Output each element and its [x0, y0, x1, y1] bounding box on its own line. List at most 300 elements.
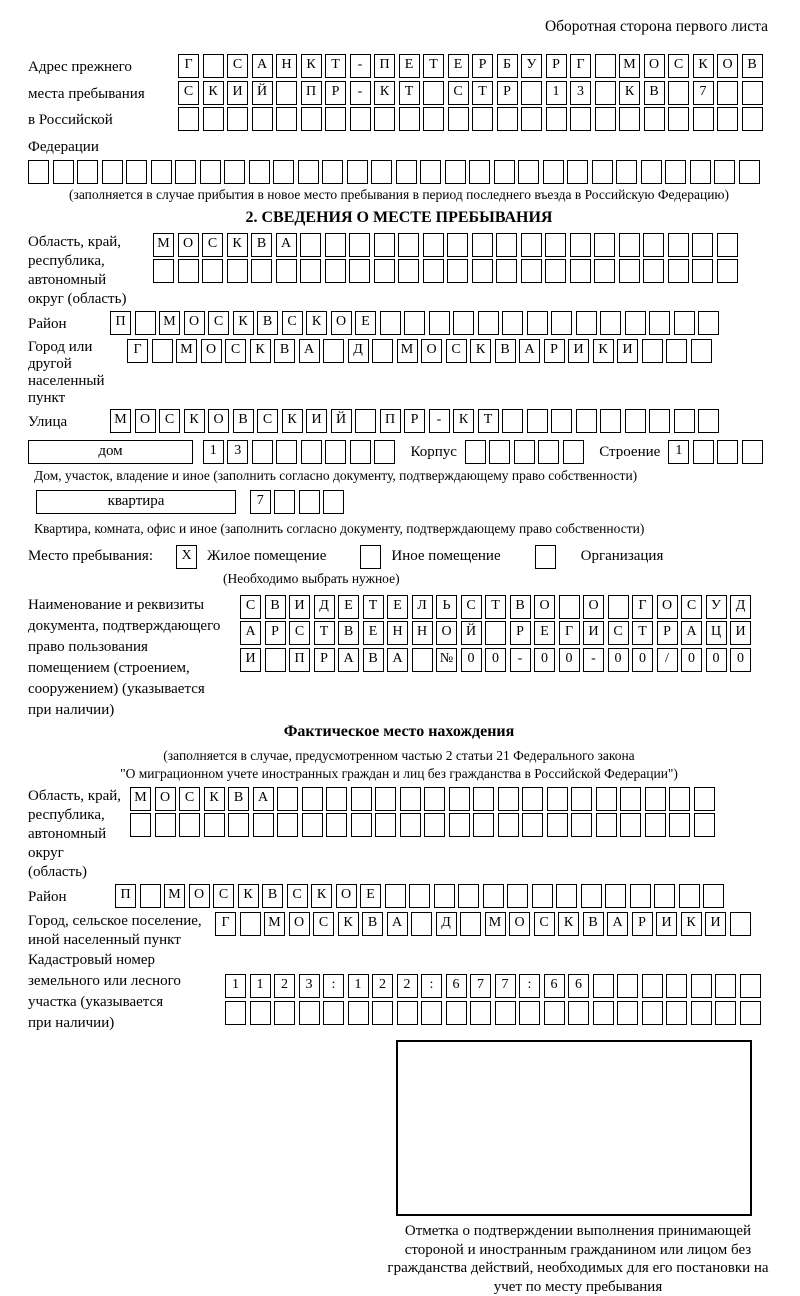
- form-cell[interactable]: 3: [227, 440, 248, 464]
- form-cell[interactable]: -: [350, 81, 371, 105]
- form-cell[interactable]: [351, 787, 372, 811]
- form-cell[interactable]: Р: [544, 339, 565, 363]
- form-cell[interactable]: [380, 311, 401, 335]
- form-cell[interactable]: Т: [363, 595, 384, 619]
- form-cell[interactable]: [203, 54, 224, 78]
- form-cell[interactable]: О: [178, 233, 199, 257]
- form-cell[interactable]: [649, 311, 670, 335]
- form-cell[interactable]: М: [619, 54, 640, 78]
- form-cell[interactable]: [349, 233, 370, 257]
- form-cell[interactable]: [617, 1001, 638, 1025]
- form-cell[interactable]: К: [338, 912, 359, 936]
- form-cell[interactable]: К: [558, 912, 579, 936]
- form-cell[interactable]: [625, 409, 646, 433]
- form-cell[interactable]: П: [115, 884, 136, 908]
- form-cell[interactable]: [642, 1001, 663, 1025]
- form-cell[interactable]: С: [208, 311, 229, 335]
- form-cell[interactable]: Т: [478, 409, 499, 433]
- form-cell[interactable]: Г: [570, 54, 591, 78]
- form-cell[interactable]: [276, 107, 297, 131]
- form-cell[interactable]: [595, 54, 616, 78]
- form-cell[interactable]: [465, 440, 486, 464]
- form-cell[interactable]: [693, 440, 714, 464]
- form-cell[interactable]: [703, 884, 724, 908]
- form-cell[interactable]: В: [274, 339, 295, 363]
- form-cell[interactable]: [698, 311, 719, 335]
- form-cell[interactable]: Д: [348, 339, 369, 363]
- form-cell[interactable]: Г: [215, 912, 236, 936]
- form-cell[interactable]: [299, 490, 320, 514]
- form-cell[interactable]: Р: [325, 81, 346, 105]
- form-cell[interactable]: [694, 813, 715, 837]
- form-cell[interactable]: [325, 259, 346, 283]
- form-cell[interactable]: [445, 160, 466, 184]
- form-cell[interactable]: [497, 107, 518, 131]
- form-cell[interactable]: -: [583, 648, 604, 672]
- form-cell[interactable]: С: [534, 912, 555, 936]
- form-cell[interactable]: :: [519, 974, 540, 998]
- form-cell[interactable]: :: [323, 974, 344, 998]
- form-cell[interactable]: В: [338, 621, 359, 645]
- form-cell[interactable]: К: [311, 884, 332, 908]
- form-cell[interactable]: [385, 884, 406, 908]
- form-cell[interactable]: [691, 1001, 712, 1025]
- form-cell[interactable]: В: [233, 409, 254, 433]
- form-cell[interactable]: [135, 311, 156, 335]
- form-cell[interactable]: Р: [265, 621, 286, 645]
- form-cell[interactable]: [228, 813, 249, 837]
- form-cell[interactable]: [489, 440, 510, 464]
- form-cell[interactable]: [522, 813, 543, 837]
- form-cell[interactable]: [351, 813, 372, 837]
- form-cell[interactable]: [326, 787, 347, 811]
- form-cell[interactable]: С: [213, 884, 234, 908]
- form-cell[interactable]: 7: [250, 490, 271, 514]
- form-cell[interactable]: [496, 233, 517, 257]
- form-cell[interactable]: Д: [730, 595, 751, 619]
- form-cell[interactable]: С: [446, 339, 467, 363]
- form-cell[interactable]: [593, 974, 614, 998]
- form-cell[interactable]: М: [159, 311, 180, 335]
- form-cell[interactable]: 1: [250, 974, 271, 998]
- form-cell[interactable]: И: [705, 912, 726, 936]
- form-cell[interactable]: Д: [314, 595, 335, 619]
- form-cell[interactable]: [495, 1001, 516, 1025]
- form-cell[interactable]: Т: [472, 81, 493, 105]
- form-cell[interactable]: Н: [387, 621, 408, 645]
- form-cell[interactable]: 0: [632, 648, 653, 672]
- form-cell[interactable]: И: [583, 621, 604, 645]
- form-cell[interactable]: Т: [314, 621, 335, 645]
- form-cell[interactable]: М: [264, 912, 285, 936]
- form-cell[interactable]: [668, 107, 689, 131]
- form-cell[interactable]: [698, 409, 719, 433]
- form-cell[interactable]: [470, 1001, 491, 1025]
- form-cell[interactable]: [409, 884, 430, 908]
- form-cell[interactable]: [519, 1001, 540, 1025]
- form-cell[interactable]: А: [299, 339, 320, 363]
- form-cell[interactable]: С: [179, 787, 200, 811]
- form-cell[interactable]: 0: [730, 648, 751, 672]
- form-cell[interactable]: В: [583, 912, 604, 936]
- checkbox-inoe-pomeshchenie[interactable]: [360, 545, 381, 569]
- form-cell[interactable]: 6: [568, 974, 589, 998]
- form-cell[interactable]: [643, 233, 664, 257]
- form-cell[interactable]: [449, 813, 470, 837]
- form-cell[interactable]: [200, 160, 221, 184]
- form-cell[interactable]: [485, 621, 506, 645]
- form-cell[interactable]: С: [202, 233, 223, 257]
- form-cell[interactable]: [498, 787, 519, 811]
- form-cell[interactable]: Й: [461, 621, 482, 645]
- form-cell[interactable]: И: [240, 648, 261, 672]
- form-cell[interactable]: [546, 107, 567, 131]
- form-cell[interactable]: 1: [348, 974, 369, 998]
- form-cell[interactable]: [446, 1001, 467, 1025]
- form-cell[interactable]: К: [203, 81, 224, 105]
- form-cell[interactable]: [674, 409, 695, 433]
- form-cell[interactable]: 7: [693, 81, 714, 105]
- form-cell[interactable]: [250, 1001, 271, 1025]
- form-cell[interactable]: [545, 233, 566, 257]
- form-cell[interactable]: [411, 912, 432, 936]
- form-cell[interactable]: [717, 259, 738, 283]
- form-cell[interactable]: [649, 409, 670, 433]
- form-cell[interactable]: Е: [448, 54, 469, 78]
- form-cell[interactable]: 3: [570, 81, 591, 105]
- form-cell[interactable]: Т: [399, 81, 420, 105]
- form-cell[interactable]: О: [657, 595, 678, 619]
- form-cell[interactable]: Г: [632, 595, 653, 619]
- form-cell[interactable]: [690, 160, 711, 184]
- form-cell[interactable]: В: [742, 54, 763, 78]
- form-cell[interactable]: [53, 160, 74, 184]
- form-cell[interactable]: К: [681, 912, 702, 936]
- form-cell[interactable]: [140, 884, 161, 908]
- form-cell[interactable]: Т: [485, 595, 506, 619]
- form-cell[interactable]: К: [238, 884, 259, 908]
- form-cell[interactable]: У: [521, 54, 542, 78]
- form-cell[interactable]: К: [282, 409, 303, 433]
- form-cell[interactable]: Д: [436, 912, 457, 936]
- form-cell[interactable]: Р: [546, 54, 567, 78]
- form-cell[interactable]: [423, 233, 444, 257]
- form-cell[interactable]: [594, 233, 615, 257]
- form-cell[interactable]: 1: [203, 440, 224, 464]
- form-cell[interactable]: [300, 259, 321, 283]
- form-cell[interactable]: [742, 440, 763, 464]
- form-cell[interactable]: [448, 107, 469, 131]
- form-cell[interactable]: :: [421, 974, 442, 998]
- form-cell[interactable]: А: [681, 621, 702, 645]
- form-cell[interactable]: [449, 787, 470, 811]
- form-cell[interactable]: 2: [274, 974, 295, 998]
- form-cell[interactable]: [277, 813, 298, 837]
- form-cell[interactable]: О: [509, 912, 530, 936]
- form-cell[interactable]: [322, 160, 343, 184]
- form-cell[interactable]: [204, 813, 225, 837]
- form-cell[interactable]: [715, 974, 736, 998]
- form-cell[interactable]: [478, 311, 499, 335]
- form-cell[interactable]: С: [257, 409, 278, 433]
- form-cell[interactable]: В: [363, 648, 384, 672]
- form-cell[interactable]: [669, 813, 690, 837]
- form-cell[interactable]: [274, 490, 295, 514]
- form-cell[interactable]: [252, 107, 273, 131]
- form-cell[interactable]: О: [208, 409, 229, 433]
- form-cell[interactable]: [374, 233, 395, 257]
- form-cell[interactable]: /: [657, 648, 678, 672]
- form-cell[interactable]: [527, 311, 548, 335]
- form-cell[interactable]: 2: [397, 974, 418, 998]
- form-cell[interactable]: С: [287, 884, 308, 908]
- form-cell[interactable]: [298, 160, 319, 184]
- form-cell[interactable]: [155, 813, 176, 837]
- form-cell[interactable]: [605, 884, 626, 908]
- form-cell[interactable]: [348, 1001, 369, 1025]
- form-cell[interactable]: [730, 912, 751, 936]
- form-cell[interactable]: [276, 259, 297, 283]
- form-cell[interactable]: О: [421, 339, 442, 363]
- form-cell[interactable]: [323, 490, 344, 514]
- form-cell[interactable]: [571, 787, 592, 811]
- form-cell[interactable]: 6: [544, 974, 565, 998]
- form-cell[interactable]: [350, 440, 371, 464]
- form-cell[interactable]: Й: [252, 81, 273, 105]
- form-cell[interactable]: О: [336, 884, 357, 908]
- form-cell[interactable]: [302, 813, 323, 837]
- form-cell[interactable]: [400, 787, 421, 811]
- form-cell[interactable]: [717, 81, 738, 105]
- form-cell[interactable]: [300, 233, 321, 257]
- form-cell[interactable]: [692, 233, 713, 257]
- form-cell[interactable]: Р: [497, 81, 518, 105]
- form-cell[interactable]: С: [681, 595, 702, 619]
- form-cell[interactable]: [374, 259, 395, 283]
- form-cell[interactable]: [483, 884, 504, 908]
- form-cell[interactable]: Т: [423, 54, 444, 78]
- form-cell[interactable]: Ь: [436, 595, 457, 619]
- form-cell[interactable]: [669, 787, 690, 811]
- form-cell[interactable]: А: [253, 787, 274, 811]
- form-cell[interactable]: 0: [706, 648, 727, 672]
- form-cell[interactable]: [507, 884, 528, 908]
- form-cell[interactable]: А: [338, 648, 359, 672]
- form-cell[interactable]: 2: [372, 974, 393, 998]
- form-cell[interactable]: [551, 409, 572, 433]
- form-cell[interactable]: О: [534, 595, 555, 619]
- form-cell[interactable]: А: [387, 912, 408, 936]
- form-cell[interactable]: 0: [681, 648, 702, 672]
- form-cell[interactable]: Н: [412, 621, 433, 645]
- form-cell[interactable]: Т: [325, 54, 346, 78]
- form-cell[interactable]: 0: [461, 648, 482, 672]
- form-cell[interactable]: [325, 440, 346, 464]
- form-cell[interactable]: [175, 160, 196, 184]
- form-cell[interactable]: 7: [495, 974, 516, 998]
- form-cell[interactable]: А: [252, 54, 273, 78]
- form-cell[interactable]: [203, 107, 224, 131]
- form-cell[interactable]: И: [568, 339, 589, 363]
- form-cell[interactable]: М: [176, 339, 197, 363]
- form-cell[interactable]: [654, 884, 675, 908]
- form-cell[interactable]: В: [257, 311, 278, 335]
- form-cell[interactable]: [544, 1001, 565, 1025]
- form-cell[interactable]: [543, 160, 564, 184]
- form-cell[interactable]: С: [668, 54, 689, 78]
- form-cell[interactable]: [679, 884, 700, 908]
- form-cell[interactable]: [224, 160, 245, 184]
- form-cell[interactable]: [249, 160, 270, 184]
- form-cell[interactable]: [412, 648, 433, 672]
- form-cell[interactable]: [496, 259, 517, 283]
- form-cell[interactable]: [494, 160, 515, 184]
- form-cell[interactable]: [643, 259, 664, 283]
- form-cell[interactable]: [608, 595, 629, 619]
- form-cell[interactable]: О: [135, 409, 156, 433]
- form-cell[interactable]: [453, 311, 474, 335]
- form-cell[interactable]: [253, 813, 274, 837]
- form-cell[interactable]: Е: [534, 621, 555, 645]
- form-cell[interactable]: [576, 409, 597, 433]
- form-cell[interactable]: [350, 107, 371, 131]
- form-cell[interactable]: К: [301, 54, 322, 78]
- form-cell[interactable]: П: [374, 54, 395, 78]
- form-cell[interactable]: -: [510, 648, 531, 672]
- form-cell[interactable]: В: [228, 787, 249, 811]
- form-cell[interactable]: [225, 1001, 246, 1025]
- form-cell[interactable]: [563, 440, 584, 464]
- form-cell[interactable]: И: [656, 912, 677, 936]
- form-cell[interactable]: О: [583, 595, 604, 619]
- form-cell[interactable]: [498, 813, 519, 837]
- form-cell[interactable]: А: [387, 648, 408, 672]
- form-cell[interactable]: [600, 409, 621, 433]
- form-cell[interactable]: [473, 813, 494, 837]
- checkbox-zhiloe-pomeshchenie[interactable]: X: [176, 545, 197, 569]
- form-cell[interactable]: [581, 884, 602, 908]
- form-cell[interactable]: [717, 107, 738, 131]
- form-cell[interactable]: [429, 311, 450, 335]
- form-cell[interactable]: -: [350, 54, 371, 78]
- form-cell[interactable]: Г: [178, 54, 199, 78]
- form-cell[interactable]: [694, 787, 715, 811]
- form-cell[interactable]: [593, 1001, 614, 1025]
- form-cell[interactable]: [642, 974, 663, 998]
- form-cell[interactable]: [151, 160, 172, 184]
- form-cell[interactable]: 1: [668, 440, 689, 464]
- form-cell[interactable]: В: [265, 595, 286, 619]
- form-cell[interactable]: 3: [299, 974, 320, 998]
- form-cell[interactable]: [570, 259, 591, 283]
- form-cell[interactable]: [619, 259, 640, 283]
- form-cell[interactable]: Ц: [706, 621, 727, 645]
- form-cell[interactable]: [668, 259, 689, 283]
- form-cell[interactable]: [251, 259, 272, 283]
- form-cell[interactable]: Н: [276, 54, 297, 78]
- form-cell[interactable]: И: [617, 339, 638, 363]
- form-cell[interactable]: П: [380, 409, 401, 433]
- form-cell[interactable]: [126, 160, 147, 184]
- form-cell[interactable]: [502, 409, 523, 433]
- form-cell[interactable]: [375, 813, 396, 837]
- form-cell[interactable]: [424, 787, 445, 811]
- form-cell[interactable]: [644, 107, 665, 131]
- form-cell[interactable]: А: [607, 912, 628, 936]
- form-cell[interactable]: [641, 160, 662, 184]
- form-cell[interactable]: [551, 311, 572, 335]
- form-cell[interactable]: Р: [657, 621, 678, 645]
- form-cell[interactable]: [514, 440, 535, 464]
- form-cell[interactable]: [717, 233, 738, 257]
- form-cell[interactable]: [619, 233, 640, 257]
- form-cell[interactable]: [152, 339, 173, 363]
- form-cell[interactable]: [620, 813, 641, 837]
- form-cell[interactable]: [715, 1001, 736, 1025]
- form-cell[interactable]: [521, 233, 542, 257]
- form-cell[interactable]: [665, 160, 686, 184]
- form-cell[interactable]: [473, 787, 494, 811]
- form-cell[interactable]: [447, 259, 468, 283]
- form-cell[interactable]: 1: [225, 974, 246, 998]
- form-cell[interactable]: К: [693, 54, 714, 78]
- form-cell[interactable]: В: [495, 339, 516, 363]
- form-cell[interactable]: О: [717, 54, 738, 78]
- form-cell[interactable]: [325, 233, 346, 257]
- form-cell[interactable]: [595, 81, 616, 105]
- form-cell[interactable]: О: [289, 912, 310, 936]
- form-cell[interactable]: [398, 233, 419, 257]
- form-cell[interactable]: В: [251, 233, 272, 257]
- form-cell[interactable]: [372, 339, 393, 363]
- form-cell[interactable]: [458, 884, 479, 908]
- form-cell[interactable]: О: [155, 787, 176, 811]
- form-cell[interactable]: [276, 440, 297, 464]
- form-cell[interactable]: 0: [534, 648, 555, 672]
- form-cell[interactable]: [472, 107, 493, 131]
- form-cell[interactable]: [424, 813, 445, 837]
- form-cell[interactable]: [630, 884, 651, 908]
- form-cell[interactable]: [666, 339, 687, 363]
- form-cell[interactable]: К: [453, 409, 474, 433]
- form-cell[interactable]: У: [706, 595, 727, 619]
- form-cell[interactable]: [227, 107, 248, 131]
- form-cell[interactable]: [323, 339, 344, 363]
- form-cell[interactable]: [472, 233, 493, 257]
- form-cell[interactable]: [375, 787, 396, 811]
- form-cell[interactable]: [740, 1001, 761, 1025]
- form-cell[interactable]: [556, 884, 577, 908]
- form-cell[interactable]: [277, 787, 298, 811]
- form-cell[interactable]: С: [313, 912, 334, 936]
- form-cell[interactable]: [617, 974, 638, 998]
- form-cell[interactable]: В: [362, 912, 383, 936]
- form-cell[interactable]: Г: [127, 339, 148, 363]
- form-cell[interactable]: [545, 259, 566, 283]
- form-cell[interactable]: [619, 107, 640, 131]
- form-cell[interactable]: [372, 1001, 393, 1025]
- form-cell[interactable]: С: [448, 81, 469, 105]
- form-cell[interactable]: №: [436, 648, 457, 672]
- form-cell[interactable]: [302, 787, 323, 811]
- form-cell[interactable]: 0: [559, 648, 580, 672]
- form-cell[interactable]: [347, 160, 368, 184]
- form-cell[interactable]: [274, 1001, 295, 1025]
- form-cell[interactable]: [202, 259, 223, 283]
- form-cell[interactable]: [102, 160, 123, 184]
- form-cell[interactable]: [179, 813, 200, 837]
- form-cell[interactable]: Р: [314, 648, 335, 672]
